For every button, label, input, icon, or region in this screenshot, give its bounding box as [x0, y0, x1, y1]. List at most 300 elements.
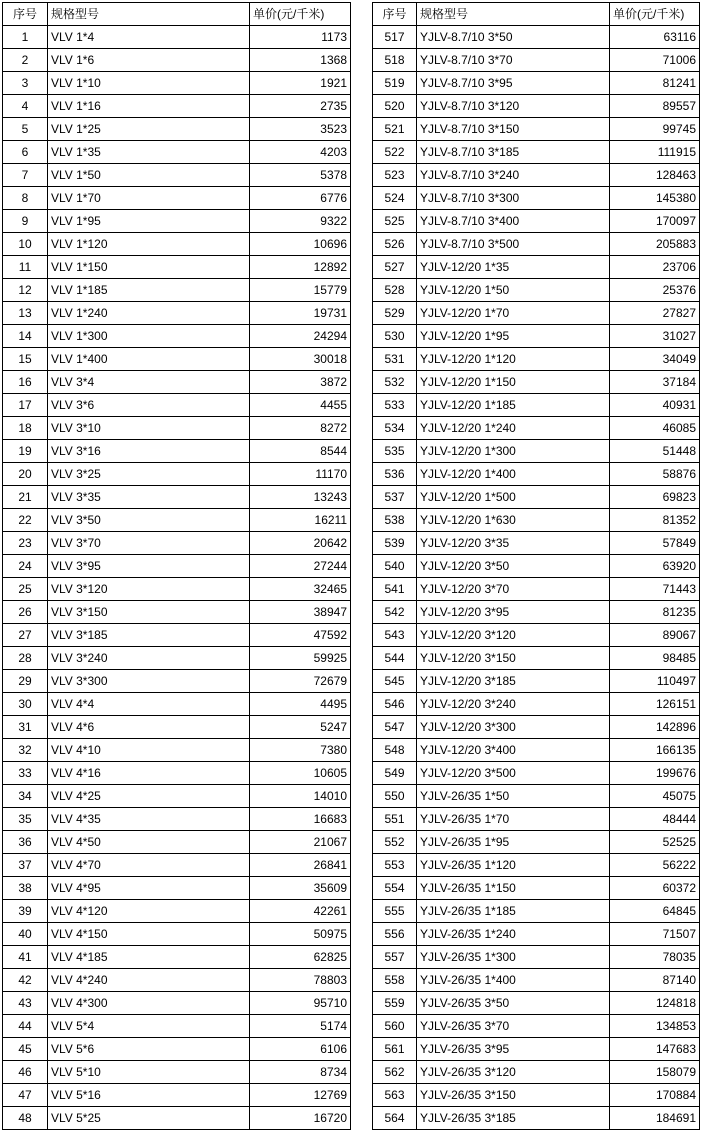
cell-no: 533: [373, 394, 417, 417]
cell-spec: YJLV-26/35 3*95: [417, 1038, 610, 1061]
table-row: [3, 417, 351, 440]
cell-no: 22: [3, 509, 48, 532]
cell-spec: YJLV-8.7/10 3*150: [417, 118, 610, 141]
header-no: 序号: [373, 3, 417, 26]
cell-price: 69823: [610, 486, 700, 509]
table-row: [3, 118, 351, 141]
cell-no: 539: [373, 532, 417, 555]
table-row: [3, 463, 351, 486]
cell-no: 9: [3, 210, 48, 233]
table-row: [3, 348, 351, 371]
table-row: [3, 302, 351, 325]
cell-price: 78803: [250, 969, 351, 992]
cell-price: 37184: [610, 371, 700, 394]
cell-price: 99745: [610, 118, 700, 141]
cell-no: 527: [373, 256, 417, 279]
cell-price: 3872: [250, 371, 351, 394]
cell-spec: VLV 1*400: [48, 348, 250, 371]
price-table-right: [372, 2, 700, 1130]
cell-spec: YJLV-12/20 3*150: [417, 647, 610, 670]
cell-price: 2735: [250, 95, 351, 118]
cell-spec: VLV 1*6: [48, 49, 250, 72]
cell-price: 205883: [610, 233, 700, 256]
cell-no: 521: [373, 118, 417, 141]
table-row: [373, 739, 700, 762]
cell-no: 562: [373, 1061, 417, 1084]
cell-no: 522: [373, 141, 417, 164]
cell-spec: VLV 4*16: [48, 762, 250, 785]
table-row: [3, 187, 351, 210]
cell-spec: VLV 3*70: [48, 532, 250, 555]
table-row: [3, 693, 351, 716]
cell-spec: YJLV-26/35 1*70: [417, 808, 610, 831]
cell-spec: VLV 1*10: [48, 72, 250, 95]
cell-no: 542: [373, 601, 417, 624]
cell-spec: YJLV-8.7/10 3*185: [417, 141, 610, 164]
table-row: [3, 992, 351, 1015]
cell-no: 24: [3, 555, 48, 578]
cell-spec: VLV 3*120: [48, 578, 250, 601]
cell-price: 32465: [250, 578, 351, 601]
cell-spec: YJLV-12/20 3*35: [417, 532, 610, 555]
cell-spec: VLV 5*4: [48, 1015, 250, 1038]
cell-no: 40: [3, 923, 48, 946]
cell-price: 6776: [250, 187, 351, 210]
cell-no: 14: [3, 325, 48, 348]
table-row: [3, 1061, 351, 1084]
cell-no: 517: [373, 26, 417, 49]
cell-price: 158079: [610, 1061, 700, 1084]
cell-price: 50975: [250, 923, 351, 946]
cell-no: 42: [3, 969, 48, 992]
table-row: [373, 141, 700, 164]
cell-no: 564: [373, 1107, 417, 1130]
cell-spec: VLV 3*16: [48, 440, 250, 463]
cell-spec: YJLV-12/20 3*500: [417, 762, 610, 785]
table-row: [373, 210, 700, 233]
cell-no: 561: [373, 1038, 417, 1061]
table-row: [3, 371, 351, 394]
cell-price: 72679: [250, 670, 351, 693]
cell-spec: VLV 1*70: [48, 187, 250, 210]
cell-no: 525: [373, 210, 417, 233]
cell-price: 71507: [610, 923, 700, 946]
cell-price: 60372: [610, 877, 700, 900]
cell-spec: YJLV-12/20 3*185: [417, 670, 610, 693]
cell-spec: VLV 5*6: [48, 1038, 250, 1061]
cell-price: 89067: [610, 624, 700, 647]
table-row: [373, 325, 700, 348]
cell-spec: VLV 4*95: [48, 877, 250, 900]
cell-no: 32: [3, 739, 48, 762]
cell-spec: YJLV-8.7/10 3*400: [417, 210, 610, 233]
cell-spec: YJLV-12/20 3*300: [417, 716, 610, 739]
cell-price: 56222: [610, 854, 700, 877]
table-row: [373, 854, 700, 877]
cell-price: 38947: [250, 601, 351, 624]
cell-price: 170097: [610, 210, 700, 233]
table-row: [3, 624, 351, 647]
table-row: [373, 808, 700, 831]
cell-no: 557: [373, 946, 417, 969]
table-row: [3, 578, 351, 601]
table-row: [373, 647, 700, 670]
cell-no: 26: [3, 601, 48, 624]
cell-no: 549: [373, 762, 417, 785]
cell-spec: VLV 1*25: [48, 118, 250, 141]
cell-spec: YJLV-12/20 1*300: [417, 440, 610, 463]
cell-spec: VLV 4*50: [48, 831, 250, 854]
cell-no: 45: [3, 1038, 48, 1061]
cell-price: 16720: [250, 1107, 351, 1130]
cell-spec: YJLV-12/20 3*400: [417, 739, 610, 762]
cell-no: 526: [373, 233, 417, 256]
cell-no: 520: [373, 95, 417, 118]
cell-spec: VLV 1*95: [48, 210, 250, 233]
table-row: [3, 486, 351, 509]
cell-price: 62825: [250, 946, 351, 969]
cell-spec: VLV 3*10: [48, 417, 250, 440]
cell-no: 31: [3, 716, 48, 739]
cell-no: 47: [3, 1084, 48, 1107]
cell-price: 89557: [610, 95, 700, 118]
table-row: [373, 279, 700, 302]
table-row: [373, 463, 700, 486]
cell-no: 554: [373, 877, 417, 900]
cell-spec: YJLV-12/20 3*120: [417, 624, 610, 647]
table-row: [373, 1084, 700, 1107]
cell-price: 8734: [250, 1061, 351, 1084]
cell-no: 12: [3, 279, 48, 302]
cell-no: 547: [373, 716, 417, 739]
cell-no: 3: [3, 72, 48, 95]
cell-no: 15: [3, 348, 48, 371]
cell-no: 39: [3, 900, 48, 923]
table-row: [3, 854, 351, 877]
cell-price: 1368: [250, 49, 351, 72]
cell-spec: VLV 5*10: [48, 1061, 250, 1084]
cell-price: 19731: [250, 302, 351, 325]
cell-spec: YJLV-8.7/10 3*50: [417, 26, 610, 49]
table-row: [3, 969, 351, 992]
cell-no: 529: [373, 302, 417, 325]
table-row: [373, 831, 700, 854]
cell-price: 10696: [250, 233, 351, 256]
table-row: [373, 1107, 700, 1130]
cell-no: 548: [373, 739, 417, 762]
cell-price: 51448: [610, 440, 700, 463]
cell-no: 43: [3, 992, 48, 1015]
cell-price: 40931: [610, 394, 700, 417]
cell-no: 33: [3, 762, 48, 785]
cell-price: 4455: [250, 394, 351, 417]
table-row: [3, 394, 351, 417]
cell-no: 11: [3, 256, 48, 279]
cell-spec: VLV 4*120: [48, 900, 250, 923]
cell-spec: VLV 4*185: [48, 946, 250, 969]
cell-no: 555: [373, 900, 417, 923]
cell-price: 58876: [610, 463, 700, 486]
cell-price: 8544: [250, 440, 351, 463]
table-row: [3, 877, 351, 900]
cell-no: 19: [3, 440, 48, 463]
cell-price: 35609: [250, 877, 351, 900]
table-row: [373, 1061, 700, 1084]
cell-price: 26841: [250, 854, 351, 877]
cell-no: 552: [373, 831, 417, 854]
cell-spec: VLV 4*150: [48, 923, 250, 946]
table-row: [373, 72, 700, 95]
cell-price: 81352: [610, 509, 700, 532]
cell-spec: YJLV-26/35 1*120: [417, 854, 610, 877]
cell-no: 28: [3, 647, 48, 670]
table-row: [3, 26, 351, 49]
table-row: [3, 95, 351, 118]
cell-price: 4495: [250, 693, 351, 716]
cell-spec: VLV 3*50: [48, 509, 250, 532]
cell-no: 546: [373, 693, 417, 716]
table-row: [3, 647, 351, 670]
cell-spec: YJLV-26/35 1*240: [417, 923, 610, 946]
cell-price: 3523: [250, 118, 351, 141]
cell-no: 538: [373, 509, 417, 532]
cell-no: 13: [3, 302, 48, 325]
table-row: [3, 601, 351, 624]
cell-price: 147683: [610, 1038, 700, 1061]
cell-spec: YJLV-26/35 1*50: [417, 785, 610, 808]
cell-spec: YJLV-12/20 1*150: [417, 371, 610, 394]
cell-spec: YJLV-12/20 1*120: [417, 348, 610, 371]
cell-price: 12769: [250, 1084, 351, 1107]
cell-no: 44: [3, 1015, 48, 1038]
cell-no: 29: [3, 670, 48, 693]
table-row: [3, 233, 351, 256]
cell-no: 563: [373, 1084, 417, 1107]
table-row: [3, 1107, 351, 1130]
table-row: [3, 670, 351, 693]
cell-spec: VLV 3*25: [48, 463, 250, 486]
cell-spec: YJLV-12/20 1*630: [417, 509, 610, 532]
cell-spec: YJLV-12/20 1*50: [417, 279, 610, 302]
table-row: [373, 762, 700, 785]
cell-price: 5378: [250, 164, 351, 187]
table-row: [373, 716, 700, 739]
header-no: 序号: [3, 3, 48, 26]
table-row: [373, 624, 700, 647]
cell-price: 134853: [610, 1015, 700, 1038]
table-row: [373, 509, 700, 532]
table-row: [3, 509, 351, 532]
table-row: [3, 716, 351, 739]
cell-no: 1: [3, 26, 48, 49]
cell-spec: VLV 1*50: [48, 164, 250, 187]
cell-spec: YJLV-8.7/10 3*300: [417, 187, 610, 210]
cell-no: 537: [373, 486, 417, 509]
cell-spec: VLV 4*25: [48, 785, 250, 808]
table-row: [3, 72, 351, 95]
cell-no: 544: [373, 647, 417, 670]
table-row: [373, 877, 700, 900]
cell-spec: VLV 3*185: [48, 624, 250, 647]
cell-spec: VLV 3*240: [48, 647, 250, 670]
cell-spec: VLV 3*35: [48, 486, 250, 509]
table-row: [373, 348, 700, 371]
cell-price: 87140: [610, 969, 700, 992]
cell-no: 10: [3, 233, 48, 256]
cell-spec: VLV 1*300: [48, 325, 250, 348]
cell-no: 545: [373, 670, 417, 693]
header-row: [3, 3, 351, 26]
cell-spec: YJLV-12/20 1*500: [417, 486, 610, 509]
cell-no: 35: [3, 808, 48, 831]
cell-spec: YJLV-12/20 1*35: [417, 256, 610, 279]
cell-spec: YJLV-12/20 1*185: [417, 394, 610, 417]
header-price: 单价(元/千米): [250, 3, 351, 26]
cell-no: 6: [3, 141, 48, 164]
header-spec: 规格型号: [48, 3, 250, 26]
cell-price: 20642: [250, 532, 351, 555]
table-row: [3, 210, 351, 233]
table-row: [373, 187, 700, 210]
cell-price: 23706: [610, 256, 700, 279]
cell-spec: VLV 3*6: [48, 394, 250, 417]
table-row: [3, 532, 351, 555]
cell-no: 46: [3, 1061, 48, 1084]
cell-no: 25: [3, 578, 48, 601]
table-row: [373, 1038, 700, 1061]
cell-no: 21: [3, 486, 48, 509]
table-row: [373, 26, 700, 49]
table-row: [373, 946, 700, 969]
cell-spec: VLV 1*16: [48, 95, 250, 118]
cell-price: 16683: [250, 808, 351, 831]
cell-no: 560: [373, 1015, 417, 1038]
table-row: [373, 969, 700, 992]
cell-price: 47592: [250, 624, 351, 647]
cell-no: 34: [3, 785, 48, 808]
cell-spec: VLV 4*70: [48, 854, 250, 877]
cell-spec: VLV 4*35: [48, 808, 250, 831]
table-row: [373, 670, 700, 693]
cell-price: 25376: [610, 279, 700, 302]
cell-no: 7: [3, 164, 48, 187]
cell-spec: VLV 4*240: [48, 969, 250, 992]
table-row: [373, 95, 700, 118]
table-row: [373, 601, 700, 624]
cell-price: 21067: [250, 831, 351, 854]
cell-spec: YJLV-8.7/10 3*240: [417, 164, 610, 187]
cell-spec: VLV 3*95: [48, 555, 250, 578]
cell-price: 111915: [610, 141, 700, 164]
table-row: [3, 279, 351, 302]
cell-price: 78035: [610, 946, 700, 969]
cell-price: 13243: [250, 486, 351, 509]
cell-no: 518: [373, 49, 417, 72]
cell-price: 170884: [610, 1084, 700, 1107]
cell-spec: VLV 3*150: [48, 601, 250, 624]
cell-no: 8: [3, 187, 48, 210]
cell-spec: YJLV-26/35 1*185: [417, 900, 610, 923]
table-row: [373, 118, 700, 141]
cell-price: 52525: [610, 831, 700, 854]
table-row: [3, 808, 351, 831]
header-spec: 规格型号: [417, 3, 610, 26]
table-row: [373, 578, 700, 601]
cell-spec: VLV 1*35: [48, 141, 250, 164]
cell-price: 5247: [250, 716, 351, 739]
cell-no: 18: [3, 417, 48, 440]
table-row: [3, 325, 351, 348]
cell-price: 81235: [610, 601, 700, 624]
cell-no: 523: [373, 164, 417, 187]
cell-no: 535: [373, 440, 417, 463]
cell-price: 42261: [250, 900, 351, 923]
cell-no: 5: [3, 118, 48, 141]
cell-no: 528: [373, 279, 417, 302]
table-row: [373, 785, 700, 808]
table-row: [373, 49, 700, 72]
cell-spec: YJLV-26/35 1*150: [417, 877, 610, 900]
table-row: [3, 141, 351, 164]
cell-price: 166135: [610, 739, 700, 762]
cell-price: 31027: [610, 325, 700, 348]
cell-price: 34049: [610, 348, 700, 371]
cell-no: 559: [373, 992, 417, 1015]
table-row: [3, 923, 351, 946]
cell-price: 184691: [610, 1107, 700, 1130]
table-row: [373, 900, 700, 923]
table-row: [373, 532, 700, 555]
cell-price: 63920: [610, 555, 700, 578]
cell-no: 4: [3, 95, 48, 118]
table-row: [3, 1038, 351, 1061]
cell-price: 46085: [610, 417, 700, 440]
cell-price: 27827: [610, 302, 700, 325]
cell-price: 63116: [610, 26, 700, 49]
header-price: 单价(元/千米): [610, 3, 700, 26]
cell-spec: VLV 4*4: [48, 693, 250, 716]
table-row: [373, 256, 700, 279]
cell-price: 45075: [610, 785, 700, 808]
cell-no: 2: [3, 49, 48, 72]
cell-price: 10605: [250, 762, 351, 785]
cell-price: 59925: [250, 647, 351, 670]
cell-price: 4203: [250, 141, 351, 164]
cell-spec: YJLV-26/35 3*185: [417, 1107, 610, 1130]
cell-spec: VLV 3*300: [48, 670, 250, 693]
table-row: [373, 371, 700, 394]
table-row: [3, 1084, 351, 1107]
cell-price: 81241: [610, 72, 700, 95]
cell-no: 541: [373, 578, 417, 601]
cell-spec: YJLV-8.7/10 3*120: [417, 95, 610, 118]
cell-spec: YJLV-8.7/10 3*95: [417, 72, 610, 95]
cell-price: 110497: [610, 670, 700, 693]
cell-spec: VLV 1*4: [48, 26, 250, 49]
table-row: [373, 233, 700, 256]
table-row: [3, 256, 351, 279]
cell-no: 543: [373, 624, 417, 647]
cell-price: 24294: [250, 325, 351, 348]
cell-no: 16: [3, 371, 48, 394]
table-row: [373, 992, 700, 1015]
cell-price: 14010: [250, 785, 351, 808]
cell-no: 531: [373, 348, 417, 371]
table-row: [373, 486, 700, 509]
cell-spec: VLV 3*4: [48, 371, 250, 394]
cell-price: 7380: [250, 739, 351, 762]
cell-no: 17: [3, 394, 48, 417]
